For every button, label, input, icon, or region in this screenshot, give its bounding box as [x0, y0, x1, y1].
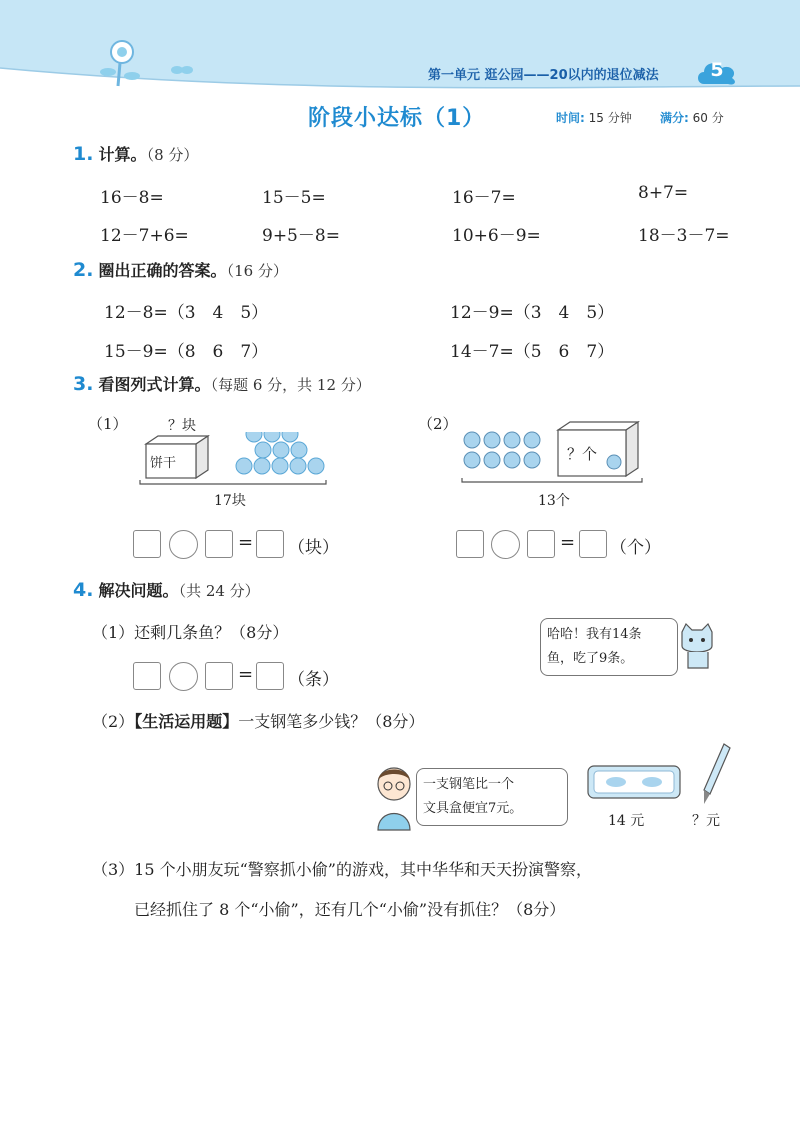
operator-circle[interactable] — [491, 530, 520, 559]
cat-icon — [674, 622, 720, 670]
score-value: 60 分 — [692, 111, 724, 125]
score-label: 满分: — [660, 111, 689, 125]
q3-p1-label: （1） — [88, 415, 128, 433]
q1-expr: 9+5－8= — [262, 226, 340, 246]
q2-item — [450, 337, 614, 362]
q4-p2-question — [92, 709, 424, 732]
q4-p1-question: （1）还剩几条鱼？（8分） — [92, 623, 289, 642]
pen-price: ？元 — [692, 813, 720, 829]
q2-item — [450, 298, 614, 323]
q2-expr: 12－8= — [104, 303, 168, 323]
operator-circle[interactable] — [169, 662, 198, 691]
q1-title: 计算。 — [98, 145, 147, 164]
pencil-case-icon — [586, 762, 682, 802]
pen-icon — [696, 742, 732, 808]
answer-box[interactable] — [579, 530, 607, 558]
q4-number: 4. — [73, 579, 94, 601]
q2-score: （16 分） — [226, 262, 288, 280]
q1-expr: 8+7= — [638, 183, 689, 203]
q2-expr: 15－9= — [104, 342, 168, 362]
q3-score: （每题 6 分，共 12 分） — [210, 376, 371, 394]
page-title: 阶段小达标（1） — [308, 106, 486, 131]
q2-options[interactable]: （3 4 5） — [513, 303, 615, 323]
bubble-line: 一支钢笔比一个 — [423, 777, 515, 792]
q1-expr: 16－7= — [452, 188, 516, 208]
q2-options[interactable]: （5 6 7） — [513, 342, 615, 362]
q1-score: （8 分） — [146, 146, 199, 164]
bubble-line: 哈哈！我有14条 — [547, 627, 642, 642]
bubble-line: 鱼，吃了9条。 — [547, 651, 634, 666]
q1-expr: 18－3－7= — [638, 226, 730, 246]
q3-number: 3. — [73, 373, 94, 395]
q2-expr: 14－7= — [450, 342, 514, 362]
q2-item — [104, 298, 268, 323]
q4-p2-label: （2） — [92, 712, 135, 731]
equals-sign: = — [238, 532, 254, 553]
q2-options[interactable]: （3 4 5） — [167, 303, 269, 323]
boy-icon — [372, 762, 418, 832]
basketball-icons — [464, 432, 540, 468]
q1-expr: 12－7+6= — [100, 226, 189, 246]
header-banner — [0, 0, 800, 90]
time-label: 时间: — [556, 111, 585, 125]
q3-p1-total: 17块 — [214, 493, 246, 509]
q1-expr: 16－8= — [100, 188, 164, 208]
answer-box[interactable] — [256, 662, 284, 690]
q4-p2-text: 一支钢笔多少钱？（8分） — [238, 712, 425, 731]
q4-p3-line1: （3）15 个小朋友玩“警察抓小偷”的游戏，其中华华和天天扮演警察， — [92, 860, 592, 879]
q3-title: 看图列式计算。 — [98, 375, 211, 394]
q3-p1-question: ？块 — [168, 418, 196, 434]
q3-p1-unit: （块） — [288, 538, 339, 558]
q2-options[interactable]: （8 6 7） — [167, 342, 269, 362]
cookie-box-label: 饼干 — [150, 456, 177, 471]
q4-title: 解决问题。 — [98, 581, 179, 600]
answer-box[interactable] — [205, 662, 233, 690]
answer-box[interactable] — [133, 662, 161, 690]
pencil-case-price: 14 元 — [608, 813, 645, 829]
q4-p1-unit: （条） — [288, 670, 339, 690]
unit-heading: 第一单元 逛公园——20以内的退位减法 — [428, 68, 659, 83]
answer-box[interactable] — [456, 530, 484, 558]
q2-title: 圈出正确的答案。 — [98, 261, 227, 280]
q2-number: 2. — [73, 259, 94, 281]
answer-box[interactable] — [205, 530, 233, 558]
q1-number: 1. — [73, 143, 94, 165]
boy-speech-bubble — [416, 768, 568, 826]
q1-heading — [73, 142, 198, 165]
page-number: 5 — [710, 59, 724, 81]
q2-heading — [73, 258, 288, 281]
q3-p2-unit: （个） — [610, 538, 661, 558]
equals-sign: = — [238, 664, 254, 685]
q4-heading — [73, 578, 260, 601]
bubble-line: 文具盒便宜7元。 — [423, 801, 523, 816]
q4-p2-tag: 【生活运用题】 — [134, 712, 239, 731]
equals-sign: = — [560, 532, 576, 553]
time-info — [556, 109, 632, 126]
q3-heading — [73, 372, 371, 395]
operator-circle[interactable] — [169, 530, 198, 559]
score-info — [660, 109, 724, 126]
q2-item — [104, 337, 268, 362]
q2-expr: 12－9= — [450, 303, 514, 323]
q1-expr: 15－5= — [262, 188, 326, 208]
answer-box[interactable] — [133, 530, 161, 558]
cookie-icons — [236, 432, 324, 474]
ball-box-label: ？个 — [567, 445, 598, 463]
q3-p2-total: 13个 — [538, 493, 570, 509]
q1-expr: 10+6－9= — [452, 226, 541, 246]
answer-box[interactable] — [256, 530, 284, 558]
cat-speech-bubble — [540, 618, 678, 676]
q3-p2-label: （2） — [418, 415, 458, 433]
time-value: 15 分钟 — [588, 111, 632, 125]
q4-score: （共 24 分） — [178, 582, 260, 600]
answer-box[interactable] — [527, 530, 555, 558]
q4-p3-line2: 已经抓住了 8 个“小偷”，还有几个“小偷”没有抓住？（8分） — [134, 900, 566, 919]
